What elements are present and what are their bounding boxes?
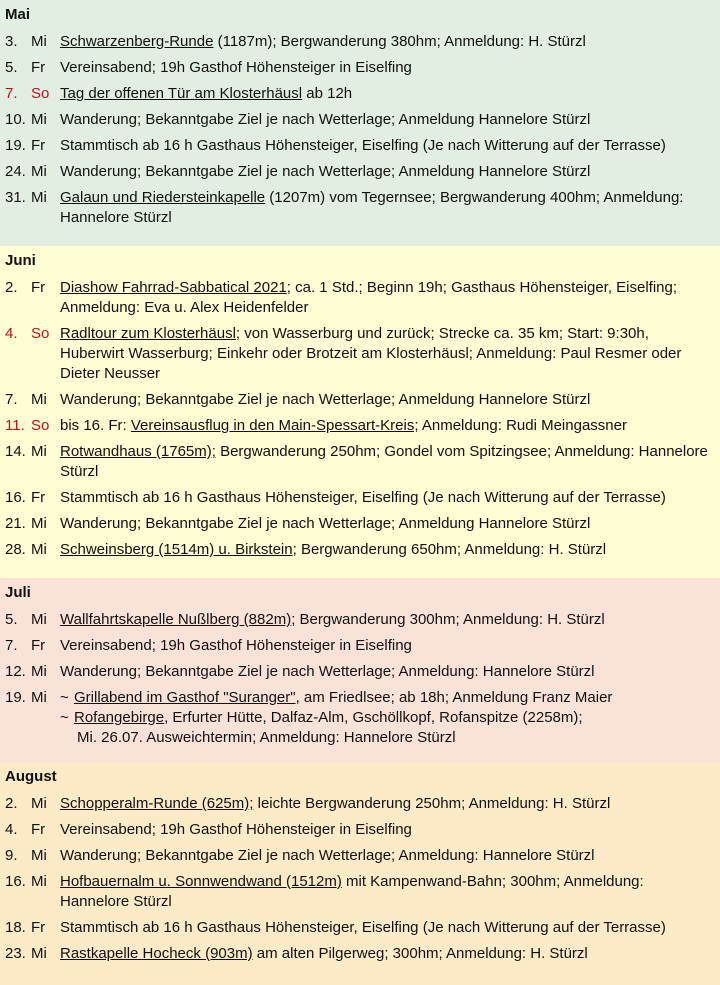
event-link[interactable]: Wallfahrtskapelle Nußlberg (882m) bbox=[60, 611, 292, 628]
event-day: 7. bbox=[5, 85, 18, 102]
event-day: 9. bbox=[5, 847, 18, 864]
event-weekday: Mi bbox=[31, 611, 47, 628]
event-day: 21. bbox=[5, 515, 26, 532]
event-link[interactable]: Schweinsberg (1514m) u. Birkstein bbox=[60, 541, 293, 558]
event-details: Stammtisch ab 16 h Gasthaus Höhensteiger, Eiselfing (Je nach Witterung auf der Terrasse) bbox=[60, 137, 666, 154]
event-weekday: Mi bbox=[31, 33, 47, 50]
event-details: ; Bergwanderung 300hm; Anmeldung: H. Stürzl bbox=[291, 611, 605, 628]
event-entry bbox=[0, 540, 720, 560]
month-title: August bbox=[5, 768, 57, 785]
event-day: 2. bbox=[5, 795, 18, 812]
event-entry bbox=[0, 416, 720, 436]
event-details: Vereinsabend; 19h Gasthof Höhensteiger in Eiselfing bbox=[60, 59, 412, 76]
event-text bbox=[60, 442, 720, 482]
event-text bbox=[60, 32, 720, 52]
event-details: Wanderung; Bekanntgabe Ziel je nach Wetterlage; Anmeldung: Hannelore Stürzl bbox=[60, 847, 595, 864]
event-link[interactable]: Schwarzenberg-Runde bbox=[60, 33, 214, 50]
event-text bbox=[60, 84, 720, 104]
event-day: 4. bbox=[5, 325, 18, 342]
event-entry bbox=[0, 58, 720, 78]
event-day: 16. bbox=[5, 873, 26, 890]
event-link[interactable]: Rotwandhaus (1765m); bbox=[60, 443, 216, 460]
event-subentry bbox=[60, 688, 716, 708]
event-link[interactable]: Grillabend im Gasthof "Suranger" bbox=[74, 689, 296, 706]
event-day: 11. bbox=[5, 417, 25, 434]
event-entry bbox=[0, 820, 720, 840]
event-text bbox=[60, 688, 720, 748]
event-entry bbox=[0, 442, 720, 482]
event-text bbox=[60, 944, 720, 964]
event-details: , am Friedlsee; ab 18h; Anmeldung Franz Maier bbox=[295, 689, 613, 706]
event-entry bbox=[0, 488, 720, 508]
event-weekday: Mi bbox=[31, 873, 47, 890]
event-weekday: Mi bbox=[31, 163, 47, 180]
event-entry bbox=[0, 136, 720, 156]
event-details: mit Kampenwand-Bahn; 300hm; Anmeldung: Hannelore Stürzl bbox=[60, 873, 644, 910]
event-details: von Wasserburg und zurück; Strecke ca. 35 km; Start: 9:30h, Huberwirt Wasserburg; Einkehr oder Brotzeit am Klosterhäusl; Anmeldung: Paul Resmer oder Dieter Neusser bbox=[60, 325, 682, 382]
month-title: Juni bbox=[5, 252, 36, 269]
event-entry bbox=[0, 872, 720, 912]
event-details: Wanderung; Bekanntgabe Ziel je nach Wetterlage; Anmeldung: Hannelore Stürzl bbox=[60, 663, 595, 680]
month-section-mai bbox=[0, 0, 720, 246]
event-weekday: Mi bbox=[31, 689, 47, 706]
event-entry bbox=[0, 162, 720, 182]
event-link[interactable]: Schopperalm-Runde (625m); bbox=[60, 795, 254, 812]
event-details: leichte Bergwanderung 250hm; Anmeldung: H. Stürzl bbox=[253, 795, 611, 812]
event-day: 2. bbox=[5, 279, 18, 296]
event-weekday: Fr bbox=[31, 279, 46, 296]
event-day: 19. bbox=[5, 689, 26, 706]
event-day: 3. bbox=[5, 33, 18, 50]
event-link[interactable]: Galaun und Riedersteinkapelle bbox=[60, 189, 266, 206]
event-entry bbox=[0, 944, 720, 964]
event-text bbox=[60, 610, 720, 630]
event-entry bbox=[0, 688, 720, 748]
event-details: Vereinsabend; 19h Gasthof Höhensteiger in Eiselfing bbox=[60, 821, 412, 838]
event-day: 5. bbox=[5, 59, 18, 76]
event-details: (1207m) vom Tegernsee; Bergwanderung 400hm; Anmeldung: Hannelore Stürzl bbox=[60, 189, 684, 226]
event-weekday: Fr bbox=[31, 489, 46, 506]
event-text bbox=[60, 872, 720, 912]
event-day: 12. bbox=[5, 663, 26, 680]
event-day: 5. bbox=[5, 611, 18, 628]
event-link[interactable]: Radltour zum Klosterhäusl; bbox=[60, 325, 241, 342]
event-weekday: Mi bbox=[31, 189, 47, 206]
event-day: 19. bbox=[5, 137, 26, 154]
event-weekday: Fr bbox=[31, 637, 46, 654]
event-note: Mi. 26.07. Ausweichtermin; Anmeldung: Hannelore Stürzl bbox=[77, 729, 456, 746]
tilde-marker: ~ bbox=[60, 689, 69, 706]
event-details: (1187m); Bergwanderung 380hm; Anmeldung: H. Stürzl bbox=[213, 33, 586, 50]
event-day: 31. bbox=[5, 189, 26, 206]
event-weekday: So bbox=[31, 85, 50, 102]
event-day: 4. bbox=[5, 821, 18, 838]
event-weekday: Mi bbox=[31, 945, 47, 962]
event-day: 23. bbox=[5, 945, 26, 962]
event-entry bbox=[0, 846, 720, 866]
event-details: ; ca. 1 Std.; Beginn 19h; Gasthaus Höhensteiger, Eiselfing; Anmeldung: Eva u. Alex Heidenfelder bbox=[60, 279, 678, 316]
event-day: 7. bbox=[5, 391, 18, 408]
event-weekday: Mi bbox=[31, 541, 47, 558]
event-weekday: Mi bbox=[31, 111, 47, 128]
event-details: Bergwanderung 250hm; Gondel vom Spitzingsee; Anmeldung: Hannelore Stürzl bbox=[60, 443, 708, 480]
event-weekday: So bbox=[31, 325, 50, 342]
event-weekday: Fr bbox=[31, 59, 46, 76]
event-details: Wanderung; Bekanntgabe Ziel je nach Wetterlage; Anmeldung Hannelore Stürzl bbox=[60, 163, 591, 180]
event-link[interactable]: Diashow Fahrrad-Sabbatical 2021 bbox=[60, 279, 287, 296]
event-entry bbox=[0, 662, 720, 682]
event-details: , Erfurter Hütte, Dalfaz-Alm, Gschöllkopf, Rofanspitze (2258m); bbox=[164, 709, 583, 726]
event-link[interactable]: Rofangebirge bbox=[74, 709, 165, 726]
event-details: Wanderung; Bekanntgabe Ziel je nach Wetterlage; Anmeldung Hannelore Stürzl bbox=[60, 515, 591, 532]
event-details: Stammtisch ab 16 h Gasthaus Höhensteiger, Eiselfing (Je nach Witterung auf der Terrasse) bbox=[60, 489, 666, 506]
event-weekday: Fr bbox=[31, 821, 46, 838]
event-day: 14. bbox=[5, 443, 26, 460]
event-details: Wanderung; Bekanntgabe Ziel je nach Wetterlage; Anmeldung Hannelore Stürzl bbox=[60, 391, 591, 408]
event-day: 18. bbox=[5, 919, 26, 936]
event-entry bbox=[0, 84, 720, 104]
month-section-juli bbox=[0, 578, 720, 762]
event-weekday: Mi bbox=[31, 443, 47, 460]
event-text bbox=[60, 416, 720, 436]
event-link[interactable]: Rastkapelle Hocheck (903m) bbox=[60, 945, 253, 962]
event-weekday: Mi bbox=[31, 391, 47, 408]
event-details: ab 12h bbox=[302, 85, 353, 102]
event-details: Wanderung; Bekanntgabe Ziel je nach Wetterlage; Anmeldung Hannelore Stürzl bbox=[60, 111, 591, 128]
event-entry bbox=[0, 610, 720, 630]
month-title: Mai bbox=[5, 6, 31, 23]
event-entry bbox=[0, 324, 720, 384]
event-details: ; Bergwanderung 650hm; Anmeldung: H. Stürzl bbox=[292, 541, 607, 558]
event-details: am alten Pilgerweg; 300hm; Anmeldung: H. Stürzl bbox=[252, 945, 588, 962]
event-weekday: Fr bbox=[31, 137, 46, 154]
event-entry bbox=[0, 918, 720, 938]
event-link[interactable]: Vereinsausflug in den Main-Spessart-Kreis; bbox=[130, 417, 419, 434]
event-entry bbox=[0, 390, 720, 410]
event-prefix: bis 16. Fr: bbox=[60, 417, 131, 434]
tilde-marker: ~ bbox=[60, 709, 69, 726]
event-weekday: Mi bbox=[31, 663, 47, 680]
event-entry bbox=[0, 278, 720, 318]
event-weekday: Mi bbox=[31, 515, 47, 532]
event-entry bbox=[0, 110, 720, 130]
event-subentry bbox=[60, 708, 716, 728]
event-link[interactable]: Hofbauernalm u. Sonnwendwand (1512m) bbox=[60, 873, 342, 890]
event-text bbox=[60, 324, 720, 384]
event-day: 16. bbox=[5, 489, 26, 506]
event-entry bbox=[0, 794, 720, 814]
month-section-juni bbox=[0, 246, 720, 578]
event-day: 28. bbox=[5, 541, 26, 558]
event-entry bbox=[0, 514, 720, 534]
event-weekday: Mi bbox=[31, 795, 47, 812]
month-section-august bbox=[0, 762, 720, 985]
event-text bbox=[60, 278, 720, 318]
event-text bbox=[60, 540, 720, 560]
event-details: Anmeldung: Rudi Meingassner bbox=[418, 417, 627, 434]
event-weekday: Fr bbox=[31, 919, 46, 936]
event-entry bbox=[0, 32, 720, 52]
month-title: Juli bbox=[5, 584, 31, 601]
event-day: 10. bbox=[5, 111, 26, 128]
event-day: 7. bbox=[5, 637, 18, 654]
event-weekday: Mi bbox=[31, 847, 47, 864]
event-text bbox=[60, 188, 720, 228]
event-weekday: So bbox=[31, 417, 50, 434]
event-entry bbox=[0, 636, 720, 656]
event-link[interactable]: Tag der offenen Tür am Klosterhäusl bbox=[60, 85, 303, 102]
event-entry bbox=[0, 188, 720, 228]
event-day: 24. bbox=[5, 163, 26, 180]
event-details: Stammtisch ab 16 h Gasthaus Höhensteiger, Eiselfing (Je nach Witterung auf der Terrasse) bbox=[60, 919, 666, 936]
event-text bbox=[60, 794, 720, 814]
event-details: Vereinsabend; 19h Gasthof Höhensteiger in Eiselfing bbox=[60, 637, 412, 654]
